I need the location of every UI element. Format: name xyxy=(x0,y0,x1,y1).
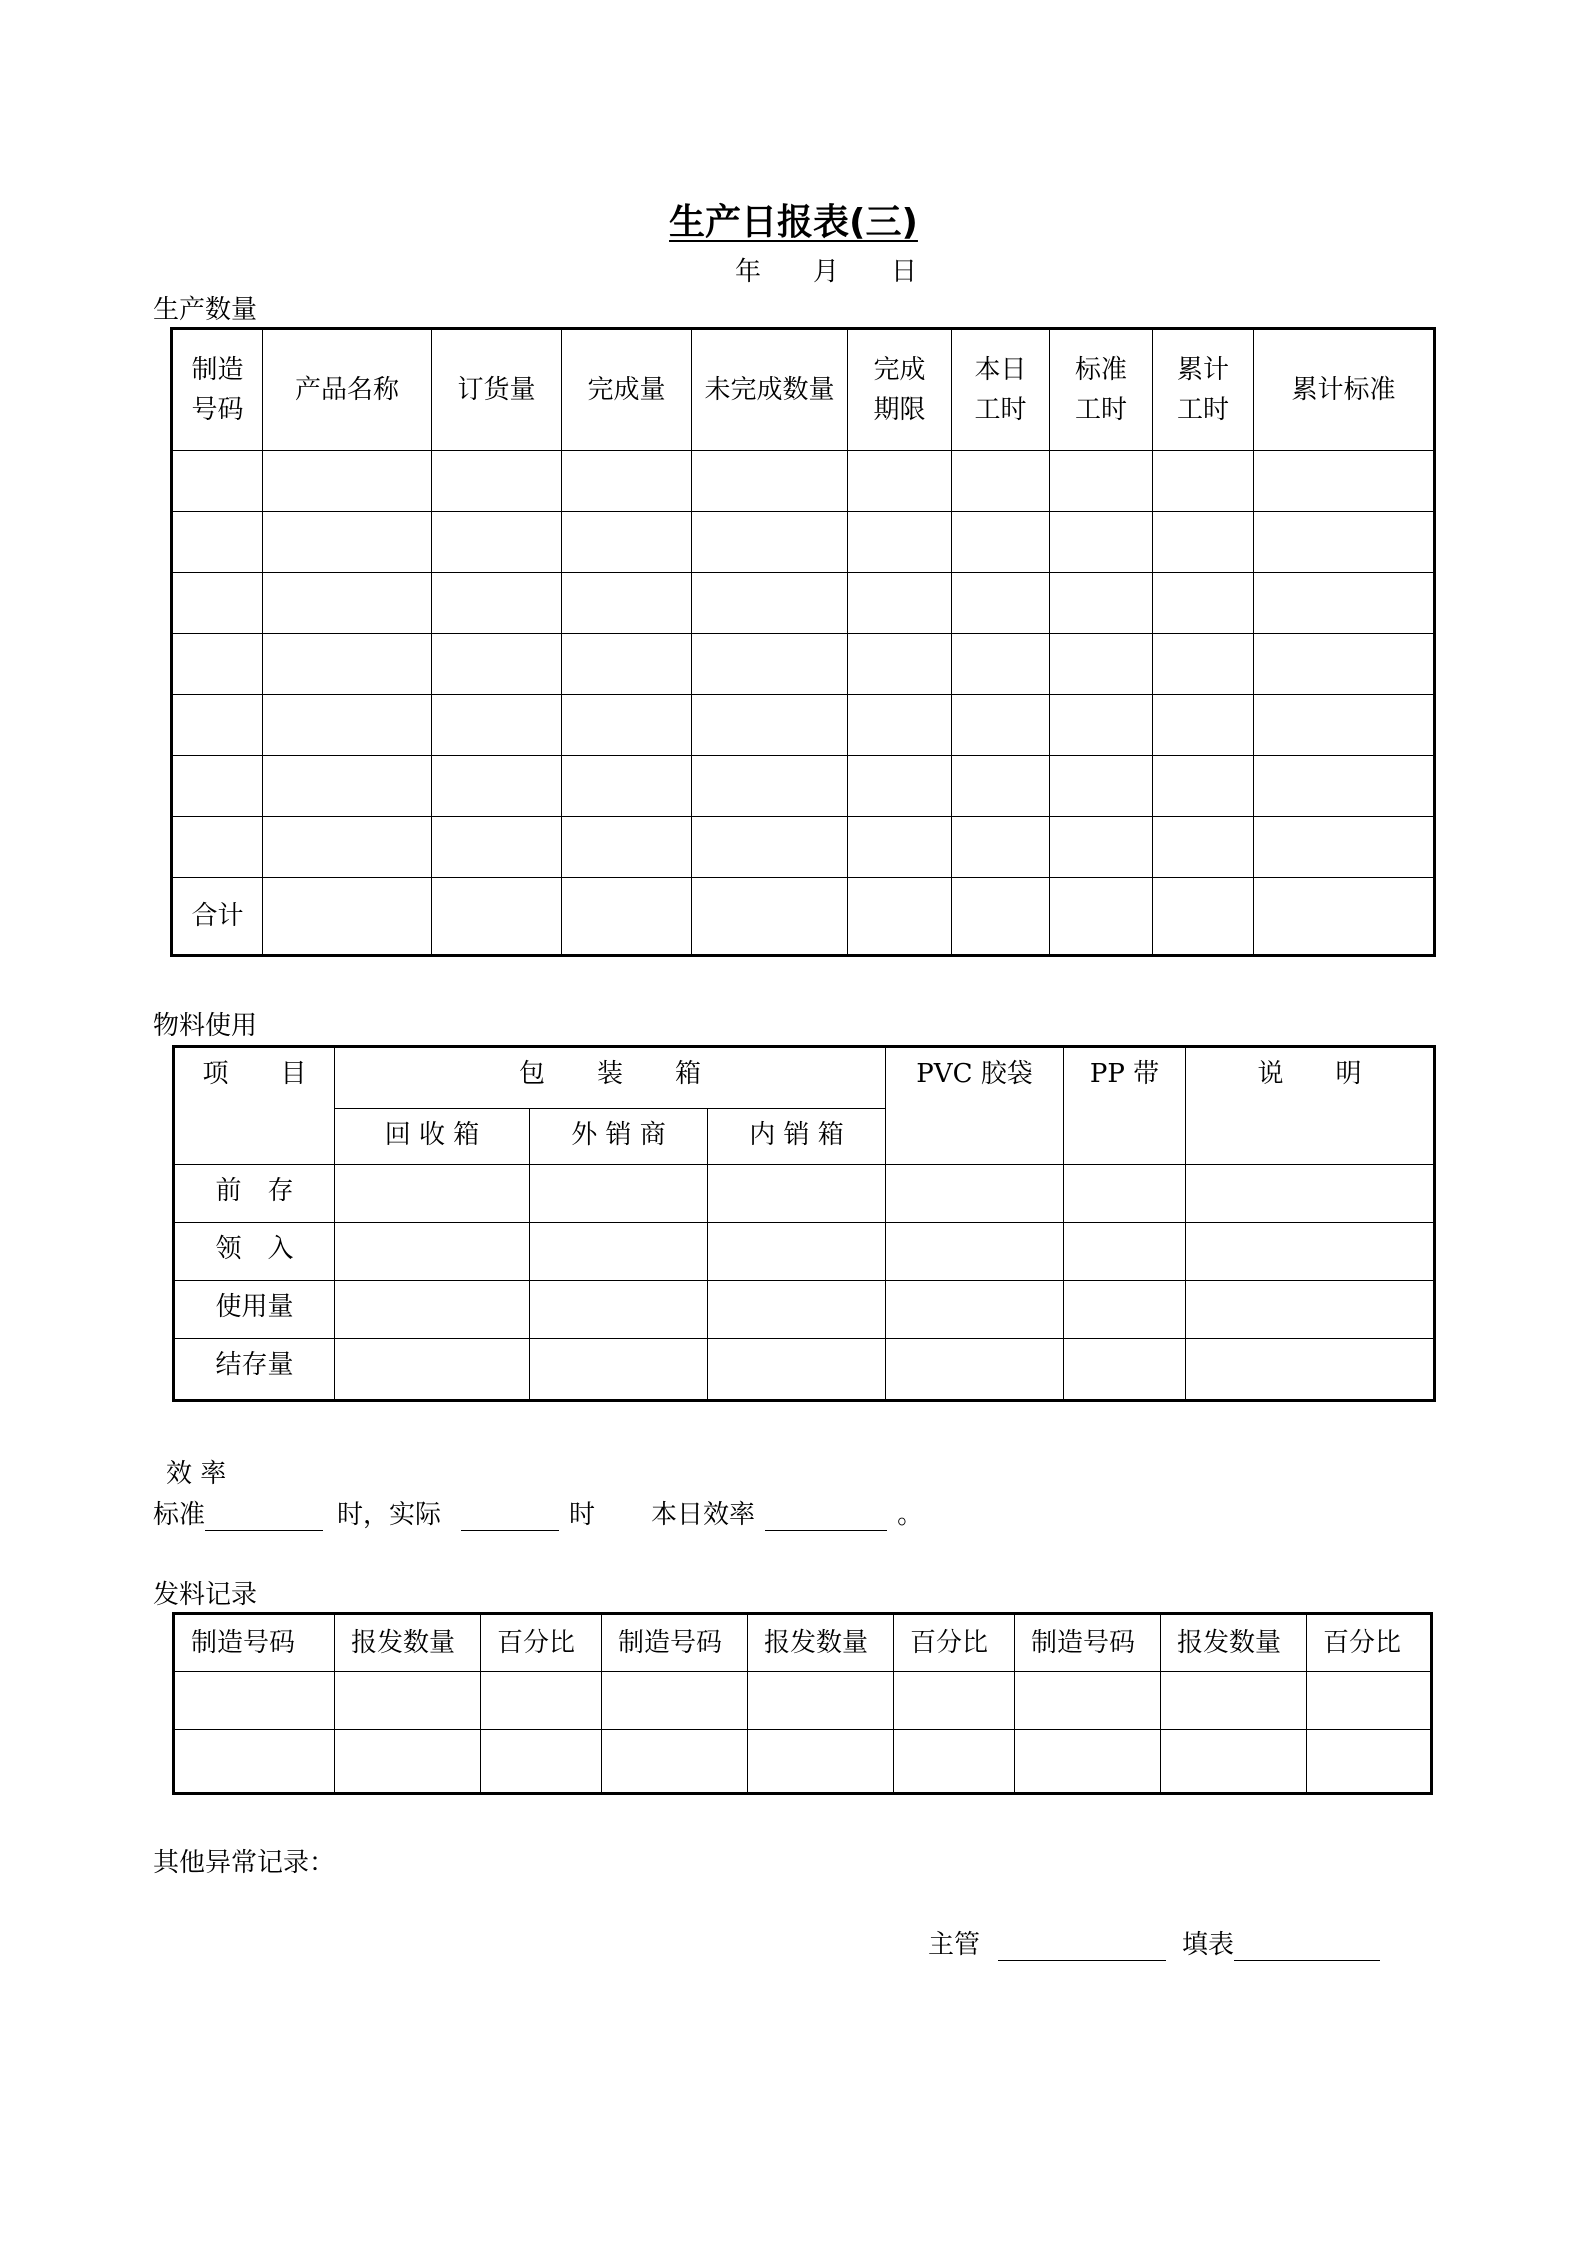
cell[interactable] xyxy=(952,878,1050,956)
cell[interactable] xyxy=(708,1223,886,1281)
cell[interactable] xyxy=(1307,1730,1432,1794)
materials-table xyxy=(172,1045,1436,1402)
row-label: 前 存 xyxy=(174,1165,335,1223)
header-cell: 累计 工时 xyxy=(1153,329,1254,451)
table-row xyxy=(174,1730,1432,1794)
cell[interactable] xyxy=(1254,817,1435,878)
cell[interactable] xyxy=(432,573,562,634)
header-cell: 产品名称 xyxy=(263,329,432,451)
cell[interactable] xyxy=(1050,756,1153,817)
table-row xyxy=(172,573,1435,634)
cell[interactable] xyxy=(530,1165,708,1223)
cell[interactable] xyxy=(1161,1730,1307,1794)
cell[interactable] xyxy=(562,451,692,512)
header-cell: 制造号码 xyxy=(602,1614,748,1672)
cell[interactable] xyxy=(952,695,1050,756)
cell[interactable] xyxy=(952,451,1050,512)
cell[interactable] xyxy=(263,573,432,634)
period: 。 xyxy=(897,1500,924,1530)
cell[interactable] xyxy=(562,634,692,695)
cell[interactable] xyxy=(952,817,1050,878)
cell[interactable] xyxy=(432,695,562,756)
filler-signature-blank[interactable] xyxy=(1234,1930,1380,1961)
issue-header-row xyxy=(174,1614,1432,1672)
cell[interactable] xyxy=(1153,817,1254,878)
cell[interactable] xyxy=(562,695,692,756)
cell[interactable] xyxy=(1015,1730,1161,1794)
header-cell: 报发数量 xyxy=(748,1614,894,1672)
cell[interactable] xyxy=(172,756,263,817)
note-header: 说 明 xyxy=(1186,1047,1435,1165)
cell[interactable] xyxy=(708,1281,886,1339)
cell[interactable] xyxy=(172,573,263,634)
cell[interactable] xyxy=(1186,1339,1435,1401)
table-row xyxy=(174,1672,1432,1730)
standard-hours-blank[interactable] xyxy=(205,1500,323,1531)
table-row xyxy=(172,634,1435,695)
filler-label: 填表 xyxy=(1182,1930,1235,1960)
cell[interactable] xyxy=(172,695,263,756)
header-cell: 百分比 xyxy=(894,1614,1015,1672)
supervisor-signature-blank[interactable] xyxy=(998,1930,1166,1961)
cell[interactable] xyxy=(172,817,263,878)
actual-hours-blank[interactable] xyxy=(461,1500,559,1531)
cell[interactable] xyxy=(263,756,432,817)
header-cell: 未完成数量 xyxy=(692,329,848,451)
cell[interactable] xyxy=(1153,573,1254,634)
header-cell: 本日 工时 xyxy=(952,329,1050,451)
cell[interactable] xyxy=(530,1281,708,1339)
cell[interactable] xyxy=(894,1730,1015,1794)
cell[interactable] xyxy=(562,756,692,817)
cell[interactable] xyxy=(1161,1672,1307,1730)
cell[interactable] xyxy=(848,573,952,634)
cell[interactable] xyxy=(886,1223,1064,1281)
cell[interactable] xyxy=(1015,1672,1161,1730)
cell[interactable] xyxy=(692,817,848,878)
cell[interactable] xyxy=(335,1339,530,1401)
cell[interactable] xyxy=(1050,634,1153,695)
materials-section-label: 物料使用 xyxy=(153,1011,258,1041)
table-row xyxy=(174,1281,1435,1339)
pvc-header: PVC 胶袋 xyxy=(886,1047,1064,1165)
daily-rate-blank[interactable] xyxy=(765,1500,887,1531)
cell[interactable] xyxy=(692,512,848,573)
header-cell: 标准 工时 xyxy=(1050,329,1153,451)
cell[interactable] xyxy=(692,634,848,695)
cell[interactable] xyxy=(1064,1223,1186,1281)
cell[interactable] xyxy=(692,878,848,956)
cell[interactable] xyxy=(952,756,1050,817)
cell[interactable] xyxy=(335,1730,481,1794)
cell[interactable] xyxy=(692,756,848,817)
daily-rate-label: 本日效率 xyxy=(651,1500,756,1530)
header-cell: 制造号码 xyxy=(1015,1614,1161,1672)
box-sub-header: 内 销 箱 xyxy=(708,1109,886,1165)
hours-label: 时 xyxy=(569,1500,596,1530)
cell[interactable] xyxy=(692,695,848,756)
cell[interactable] xyxy=(1254,512,1435,573)
item-header: 项 目 xyxy=(174,1047,335,1165)
header-cell: 百分比 xyxy=(481,1614,602,1672)
signoff-line xyxy=(928,1924,1380,1961)
date-day: 日 xyxy=(891,257,918,287)
header-cell: 报发数量 xyxy=(335,1614,481,1672)
cell[interactable] xyxy=(335,1165,530,1223)
cell[interactable] xyxy=(432,878,562,956)
cell[interactable] xyxy=(174,1672,335,1730)
production-header-row xyxy=(172,329,1435,451)
box-header: 包 装 箱 xyxy=(335,1047,886,1109)
cell[interactable] xyxy=(886,1281,1064,1339)
cell[interactable] xyxy=(1254,451,1435,512)
table-row xyxy=(172,451,1435,512)
cell[interactable] xyxy=(1254,695,1435,756)
cell[interactable] xyxy=(1064,1165,1186,1223)
date-year: 年 xyxy=(735,257,762,287)
cell[interactable] xyxy=(1254,756,1435,817)
row-label: 领 入 xyxy=(174,1223,335,1281)
box-sub-header: 回 收 箱 xyxy=(335,1109,530,1165)
table-row xyxy=(172,817,1435,878)
other-record-label: 其他异常记录： xyxy=(153,1848,336,1878)
cell[interactable] xyxy=(1050,512,1153,573)
cell[interactable] xyxy=(1050,695,1153,756)
cell[interactable] xyxy=(1254,878,1435,956)
actual-label: 时，实际 xyxy=(337,1500,442,1530)
cell[interactable] xyxy=(335,1281,530,1339)
cell[interactable] xyxy=(263,634,432,695)
header-cell: 完成量 xyxy=(562,329,692,451)
cell[interactable] xyxy=(708,1339,886,1401)
header-cell: 完成 期限 xyxy=(848,329,952,451)
cell[interactable] xyxy=(172,634,263,695)
cell[interactable] xyxy=(481,1730,602,1794)
cell[interactable] xyxy=(263,451,432,512)
issue-table xyxy=(172,1612,1433,1795)
cell[interactable] xyxy=(1186,1281,1435,1339)
cell[interactable] xyxy=(1153,878,1254,956)
cell[interactable] xyxy=(1064,1339,1186,1401)
cell[interactable] xyxy=(1153,451,1254,512)
efficiency-label: 效 率 xyxy=(166,1459,227,1489)
pp-header: PP 带 xyxy=(1064,1047,1186,1165)
header-cell: 订货量 xyxy=(432,329,562,451)
cell[interactable] xyxy=(562,817,692,878)
cell[interactable] xyxy=(530,1339,708,1401)
row-label: 结存量 xyxy=(174,1339,335,1401)
cell[interactable] xyxy=(1186,1165,1435,1223)
cell[interactable] xyxy=(335,1672,481,1730)
cell[interactable] xyxy=(432,634,562,695)
production-section-label: 生产数量 xyxy=(153,295,258,325)
date-month: 月 xyxy=(813,257,840,287)
cell[interactable] xyxy=(1050,878,1153,956)
table-row xyxy=(174,1223,1435,1281)
cell[interactable] xyxy=(886,1339,1064,1401)
cell[interactable] xyxy=(692,573,848,634)
cell[interactable] xyxy=(263,878,432,956)
cell[interactable] xyxy=(172,512,263,573)
date-line xyxy=(735,251,917,288)
cell[interactable] xyxy=(748,1672,894,1730)
cell[interactable] xyxy=(848,878,952,956)
issue-section-label: 发料记录 xyxy=(153,1580,258,1610)
cell[interactable] xyxy=(432,817,562,878)
cell[interactable] xyxy=(602,1730,748,1794)
cell[interactable] xyxy=(1254,573,1435,634)
cell[interactable] xyxy=(952,573,1050,634)
cell[interactable] xyxy=(174,1730,335,1794)
header-cell: 制造 号码 xyxy=(172,329,263,451)
cell[interactable] xyxy=(172,451,263,512)
cell[interactable] xyxy=(481,1672,602,1730)
cell[interactable] xyxy=(748,1730,894,1794)
materials-header-row xyxy=(174,1047,1435,1109)
cell[interactable] xyxy=(848,695,952,756)
cell[interactable] xyxy=(432,756,562,817)
cell[interactable] xyxy=(335,1223,530,1281)
cell[interactable] xyxy=(263,695,432,756)
cell[interactable] xyxy=(562,573,692,634)
cell[interactable] xyxy=(1186,1223,1435,1281)
header-cell: 百分比 xyxy=(1307,1614,1432,1672)
cell[interactable] xyxy=(530,1223,708,1281)
table-row xyxy=(174,1165,1435,1223)
header-cell: 累计标准 xyxy=(1254,329,1435,451)
table-row xyxy=(172,695,1435,756)
table-row xyxy=(174,1339,1435,1401)
cell[interactable] xyxy=(1153,634,1254,695)
cell[interactable] xyxy=(1153,695,1254,756)
cell[interactable] xyxy=(263,817,432,878)
cell[interactable] xyxy=(1153,512,1254,573)
cell[interactable] xyxy=(848,451,952,512)
cell[interactable] xyxy=(1064,1281,1186,1339)
cell[interactable] xyxy=(708,1165,886,1223)
header-cell: 制造号码 xyxy=(174,1614,335,1672)
cell[interactable] xyxy=(432,451,562,512)
row-label: 使用量 xyxy=(174,1281,335,1339)
cell[interactable] xyxy=(1050,573,1153,634)
table-row xyxy=(172,512,1435,573)
cell[interactable] xyxy=(848,817,952,878)
cell[interactable] xyxy=(562,878,692,956)
cell[interactable] xyxy=(1254,634,1435,695)
efficiency-line xyxy=(153,1494,923,1531)
box-sub-header: 外 销 商 xyxy=(530,1109,708,1165)
cell[interactable] xyxy=(894,1672,1015,1730)
cell[interactable] xyxy=(848,512,952,573)
cell[interactable] xyxy=(432,512,562,573)
production-table xyxy=(170,327,1436,957)
cell[interactable] xyxy=(886,1165,1064,1223)
cell[interactable] xyxy=(1153,756,1254,817)
standard-label: 标准 xyxy=(153,1500,206,1530)
total-row xyxy=(172,878,1435,956)
total-label: 合计 xyxy=(172,878,263,956)
page-title: 生产日报表(三) xyxy=(669,202,918,243)
cell[interactable] xyxy=(848,634,952,695)
cell[interactable] xyxy=(1050,451,1153,512)
cell[interactable] xyxy=(692,451,848,512)
cell[interactable] xyxy=(263,512,432,573)
cell[interactable] xyxy=(952,634,1050,695)
cell[interactable] xyxy=(1307,1672,1432,1730)
header-cell: 报发数量 xyxy=(1161,1614,1307,1672)
cell[interactable] xyxy=(952,512,1050,573)
table-row xyxy=(172,756,1435,817)
cell[interactable] xyxy=(848,756,952,817)
cell[interactable] xyxy=(1050,817,1153,878)
supervisor-label: 主管 xyxy=(928,1930,981,1960)
cell[interactable] xyxy=(562,512,692,573)
cell[interactable] xyxy=(602,1672,748,1730)
